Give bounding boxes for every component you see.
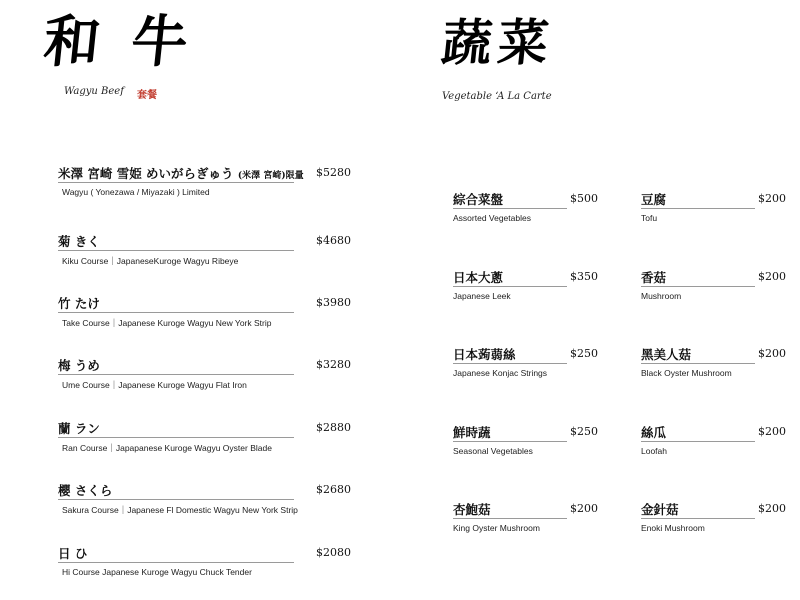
wagyu-item <box>58 544 351 584</box>
vegetable-item-price: $250 <box>570 425 598 438</box>
wagyu-item-name: 梅 うめ <box>58 358 100 373</box>
divider <box>453 208 567 209</box>
divider <box>58 562 294 563</box>
divider <box>58 374 294 375</box>
vegetable-item-description: Seasonal Vegetables <box>453 446 533 456</box>
vegetable-item-price: $200 <box>758 192 786 205</box>
divider <box>641 286 755 287</box>
wagyu-item-description: Sakura Course｜Japanese Fl Domestic Wagyu New York Strip <box>62 505 298 515</box>
wagyu-item-price: $4680 <box>316 234 351 247</box>
vegetable-item <box>453 190 623 230</box>
wagyu-item-description: Kiku Course｜JapaneseKuroge Wagyu Ribeye <box>62 256 239 266</box>
wagyu-item-name: 櫻 さくら <box>58 483 113 498</box>
vegetable-item-price: $200 <box>758 347 786 360</box>
vegetable-item-price: $250 <box>570 347 598 360</box>
vegetable-item-description: Japanese Konjac Strings <box>453 368 548 378</box>
vegetable-item-price: $500 <box>570 192 598 205</box>
wagyu-item-description: Take Course｜Japanese Kuroge Wagyu New York Strip <box>62 318 272 328</box>
wagyu-item-price: $5280 <box>316 166 351 179</box>
wagyu-item-description: Wagyu ( Yonezawa / Miyazaki ) Limited <box>62 187 210 197</box>
wagyu-subtitle: Wagyu Beef <box>64 86 124 97</box>
vegetable-item <box>453 500 623 540</box>
vegetable-item-description: Enoki Mushroom <box>641 523 705 533</box>
vegetable-item-description: Japanese Leek <box>453 291 511 301</box>
vegetable-item <box>641 190 800 230</box>
vegetable-item-name: 杏鮑菇 <box>453 502 491 517</box>
vegetable-item-name: 綜合菜盤 <box>453 192 504 207</box>
vegetable-item <box>641 500 800 540</box>
wagyu-item-name: 菊 きく <box>58 234 100 249</box>
vegetable-item-description: Tofu <box>641 213 658 223</box>
vegetable-item-price: $200 <box>758 270 786 283</box>
vegetable-item <box>453 345 623 385</box>
wagyu-item-tag: (米澤 宮崎)限量 <box>237 171 304 181</box>
wagyu-item-price: $2080 <box>316 546 351 559</box>
divider <box>453 441 567 442</box>
wagyu-item-name: 米澤 宮崎 雪姫 めいがらぎゅう (米澤 宮崎)限量 <box>58 166 304 181</box>
vegetable-item-price: $200 <box>570 502 598 515</box>
vegetable-item-description: Loofah <box>641 446 667 456</box>
vegetable-item <box>641 423 800 463</box>
vegetable-item-name: 日本蒟蒻絲 <box>453 347 516 362</box>
wagyu-set-label: 套餐 <box>137 90 157 101</box>
wagyu-section-title: 和 牛 <box>40 9 197 75</box>
wagyu-item-description: Ran Course｜Japapanese Kuroge Wagyu Oyster Blade <box>62 443 272 453</box>
vegetable-item-name: 豆腐 <box>641 192 667 207</box>
divider <box>58 499 294 500</box>
wagyu-item <box>58 419 351 459</box>
divider <box>58 312 294 313</box>
vegetable-item-description: Black Oyster Mushroom <box>641 368 732 378</box>
divider <box>453 286 567 287</box>
divider <box>641 363 755 364</box>
divider <box>453 363 567 364</box>
vegetable-item-name: 金針菇 <box>641 502 679 517</box>
wagyu-item-description: Ume Course｜Japanese Kuroge Wagyu Flat Iron <box>62 380 247 390</box>
divider <box>58 437 294 438</box>
divider <box>58 182 294 183</box>
vegetable-item-name: 鮮時蔬 <box>453 425 491 440</box>
divider <box>58 250 294 251</box>
wagyu-item <box>58 232 351 272</box>
vegetable-item-price: $200 <box>758 425 786 438</box>
vegetable-item-name: 日本大蔥 <box>453 270 504 285</box>
divider <box>641 518 755 519</box>
vegetable-item-description: Mushroom <box>641 291 682 301</box>
vegetable-item-name: 黑美人菇 <box>641 347 692 362</box>
wagyu-item-name: 蘭 ラン <box>58 421 100 436</box>
wagyu-item-price: $2680 <box>316 483 351 496</box>
vegetable-item-price: $200 <box>758 502 786 515</box>
wagyu-item-name: 竹 たけ <box>58 296 100 311</box>
wagyu-item <box>58 294 351 334</box>
vegetable-section-title: 蔬菜 <box>438 13 558 72</box>
vegetable-item <box>453 268 623 308</box>
divider <box>641 441 755 442</box>
wagyu-item <box>58 356 351 396</box>
vegetable-subtitle: Vegetable ‘A La Carte <box>442 91 552 102</box>
wagyu-item-name: 日 ひ <box>58 546 88 561</box>
vegetable-item <box>641 345 800 385</box>
vegetable-item-name: 絲瓜 <box>641 425 667 440</box>
divider <box>641 208 755 209</box>
vegetable-item <box>453 423 623 463</box>
divider <box>453 518 567 519</box>
wagyu-item-price: $2880 <box>316 421 351 434</box>
vegetable-item <box>641 268 800 308</box>
wagyu-item <box>58 164 351 204</box>
vegetable-item-description: King Oyster Mushroom <box>453 523 540 533</box>
vegetable-item-name: 香菇 <box>641 270 667 285</box>
wagyu-item-description: Hi Course Japanese Kuroge Wagyu Chuck Tender <box>62 567 252 577</box>
vegetable-item-description: Assorted Vegetables <box>453 213 531 223</box>
wagyu-item <box>58 481 351 521</box>
wagyu-item-price: $3280 <box>316 358 351 371</box>
vegetable-item-price: $350 <box>570 270 598 283</box>
wagyu-item-price: $3980 <box>316 296 351 309</box>
